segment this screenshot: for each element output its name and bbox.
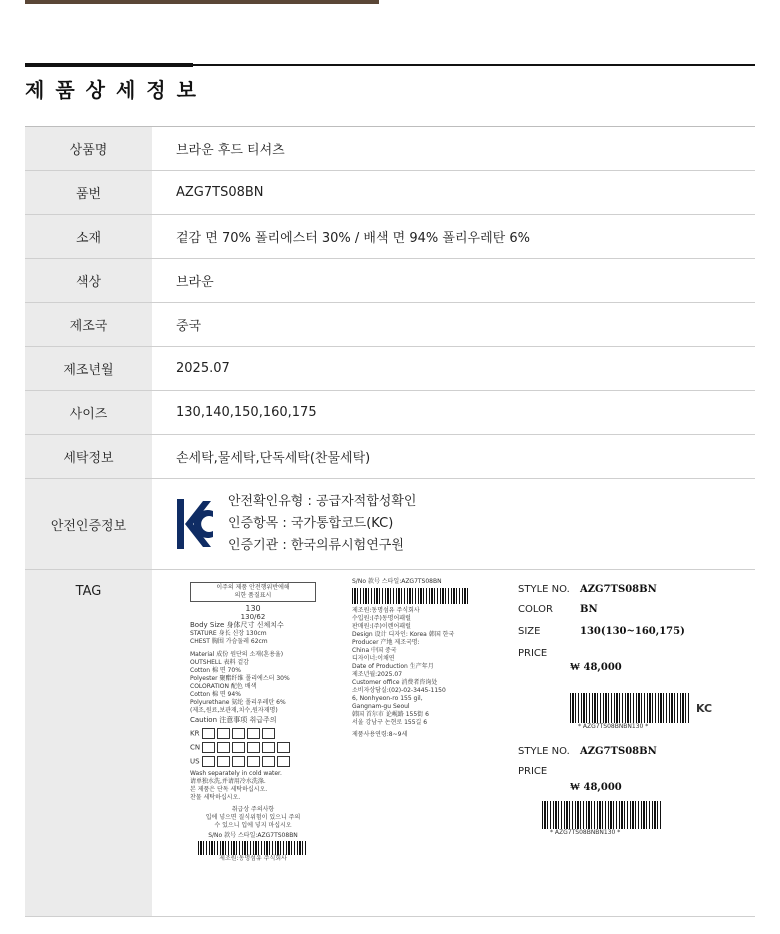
barcode bbox=[542, 801, 662, 829]
kc-icon: KC bbox=[696, 701, 713, 715]
no-tumble-dry-icon bbox=[247, 742, 260, 753]
style-value: AZG7TS08BN bbox=[580, 746, 657, 757]
care-label-header: 이주의 제품 안전행위반에해 의한 품질표시 bbox=[190, 582, 316, 602]
style-label: STYLE NO. bbox=[518, 746, 570, 757]
certification-row bbox=[25, 479, 755, 570]
cert-agency: 인증기관 : 한국의류시험연구원 bbox=[228, 538, 404, 553]
info-line: Date of Production 生产年月 bbox=[352, 663, 434, 670]
iron-icon bbox=[262, 742, 275, 753]
row-label: 제조년월 bbox=[25, 347, 152, 390]
row-label: 소재 bbox=[25, 215, 152, 258]
wash-note: 请单独水洗,并请用冷水洗涤. bbox=[190, 778, 266, 785]
hang-tag bbox=[518, 582, 728, 731]
iron-icon bbox=[232, 756, 245, 767]
wash-note: 찬물 세탁하십시오. bbox=[190, 794, 241, 801]
certification-info bbox=[152, 479, 755, 569]
care-symbols-row bbox=[190, 728, 316, 739]
row-label: 품번 bbox=[25, 171, 152, 214]
row-value: 130,140,150,160,175 bbox=[176, 405, 317, 420]
barcode bbox=[352, 588, 470, 604]
material: OUTSHELL 表料 겉감 bbox=[190, 659, 249, 666]
section-title: 제품상세정보 bbox=[25, 78, 207, 102]
wash-icon bbox=[202, 728, 215, 739]
style-number: S/No 款号 스타일:AZG7TS08BN bbox=[208, 832, 298, 839]
no-tumble-dry-icon bbox=[247, 756, 260, 767]
tag-images bbox=[152, 570, 755, 916]
material: Material 成份 원단의 소재(혼용율) bbox=[190, 651, 284, 658]
row-label: TAG bbox=[25, 570, 152, 916]
care-row-label: CN bbox=[190, 743, 201, 752]
table-row bbox=[25, 391, 755, 435]
table-row bbox=[25, 347, 755, 391]
info-line: 6, Nonhyeon-ro 155 gil, bbox=[352, 695, 423, 702]
wash-note: 본 제품은 단독 세탁하십시오. bbox=[190, 786, 268, 793]
care-row-label: US bbox=[190, 757, 200, 766]
size-value: 130(130~160,175) bbox=[580, 626, 685, 637]
cert-type: 안전확인유형 : 공급자적합성확인 bbox=[228, 494, 417, 509]
no-bleach-icon bbox=[217, 756, 230, 767]
table-row bbox=[25, 215, 755, 259]
product-info-table bbox=[25, 126, 755, 917]
material: Polyester 聚酯纤维 폴리에스터 30% bbox=[190, 675, 290, 682]
info-label bbox=[352, 578, 482, 739]
certification-lines bbox=[228, 491, 416, 557]
table-row bbox=[25, 259, 755, 303]
size-sub: 130/62 bbox=[240, 613, 266, 621]
color-label: COLOR bbox=[518, 604, 553, 615]
table-row bbox=[25, 303, 755, 347]
row-value: AZG7TS08BN bbox=[176, 185, 264, 200]
barcode bbox=[570, 693, 690, 723]
row-label: 안전인증정보 bbox=[25, 479, 152, 569]
origin-note: (제조,원료,보관재,치수,원자재명) bbox=[190, 707, 278, 714]
row-label: 사이즈 bbox=[25, 391, 152, 434]
wash-icon bbox=[202, 742, 215, 753]
care-label bbox=[190, 582, 316, 863]
material: Cotton 棉 면 94% bbox=[190, 691, 241, 698]
cert-item: 인증항목 : 국가통합코드(KC) bbox=[228, 516, 394, 531]
info-line: 제조년월:2025.07 bbox=[352, 671, 403, 678]
chest: CHEST 胸围 가슴둘레 62cm bbox=[190, 638, 268, 645]
info-line: 디자이너:이채연 bbox=[352, 655, 395, 662]
color-value: BN bbox=[580, 604, 598, 615]
material: COLORATION 配色 배색 bbox=[190, 683, 257, 690]
info-line: 서울 강남구 논현로 155길 6 bbox=[352, 719, 428, 726]
material: Polyurethane 氨纶 폴리우레탄 6% bbox=[190, 699, 286, 706]
title-divider-accent bbox=[25, 63, 193, 67]
no-bleach-icon bbox=[217, 728, 230, 739]
info-line: Gangnam-gu Seoul bbox=[352, 703, 410, 710]
info-line: 韩国 首尔市 论岘路 155街 6 bbox=[352, 711, 429, 718]
row-label: 세탁정보 bbox=[25, 435, 152, 478]
row-label: 상품명 bbox=[25, 127, 152, 170]
notice: 수 있으니 입에 넣지 마십시오 bbox=[214, 822, 292, 829]
kc-mark-icon bbox=[176, 495, 214, 553]
row-value: 중국 bbox=[176, 319, 202, 334]
info-line: Producer 产地 제조국명: bbox=[352, 639, 420, 646]
no-tumble-dry-icon bbox=[247, 728, 260, 739]
caution: Caution 注意事项 취급주의 bbox=[190, 716, 277, 724]
info-line: 판매원:(주)이렌어패럴 bbox=[352, 623, 411, 630]
dry-flat-icon bbox=[262, 756, 275, 767]
info-line: 제조원:동명섬유 주식회사 bbox=[352, 607, 420, 614]
row-value: 브라운 bbox=[176, 275, 214, 290]
no-dry-clean-icon bbox=[277, 742, 290, 753]
row-value: 2025.07 bbox=[176, 361, 230, 376]
tag-row bbox=[25, 570, 755, 917]
care-row-label: KR bbox=[190, 729, 200, 738]
price-value: ₩ 48,000 bbox=[570, 662, 622, 673]
material: Cotton 棉 면 70% bbox=[190, 667, 241, 674]
table-row bbox=[25, 127, 755, 171]
style-number: S/No 款号 스타일:AZG7TS08BN bbox=[352, 578, 442, 585]
body-size: Body Size 身体尺寸 신체치수 bbox=[190, 621, 284, 629]
size-label: SIZE bbox=[518, 626, 541, 637]
info-line: Customer office 消费者咨询处 bbox=[352, 679, 438, 686]
care-symbols-row bbox=[190, 742, 316, 753]
row-value: 손세탁,물세탁,단독세탁(찬물세탁) bbox=[176, 451, 371, 466]
info-line: 제품사용연령:8~9세 bbox=[352, 731, 408, 738]
wash-note: Wash separately in cold water. bbox=[190, 770, 282, 777]
info-line: 소비자상담실:(02)-02-3445-1150 bbox=[352, 687, 446, 694]
price-label: PRICE bbox=[518, 766, 548, 777]
warning-icon bbox=[232, 742, 245, 753]
info-line: China 中国 중국 bbox=[352, 647, 397, 654]
barcode bbox=[198, 841, 308, 855]
info-line: 수입원:(주)동명어패럴 bbox=[352, 615, 411, 622]
style-label: STYLE NO. bbox=[518, 584, 570, 595]
no-bleach-icon bbox=[217, 742, 230, 753]
dry-clean-icon bbox=[262, 728, 275, 739]
notice: 취급상 주의사항 bbox=[231, 806, 275, 813]
style-value: AZG7TS08BN bbox=[580, 584, 657, 595]
notice: 입에 넣으면 질식위험이 있으니 주의 bbox=[205, 814, 301, 821]
row-label: 제조국 bbox=[25, 303, 152, 346]
company: 제조원:동명섬유 주식회사 bbox=[219, 855, 287, 862]
row-value: 브라운 후드 티셔츠 bbox=[176, 143, 285, 158]
no-dry-clean-icon bbox=[277, 756, 290, 767]
info-line: Design 设计 디자인: Korea 韩国 한국 bbox=[352, 631, 455, 638]
row-value: 겉감 면 70% 폴리에스터 30% / 배색 면 94% 폴리우레탄 6% bbox=[176, 231, 530, 246]
wash-icon bbox=[202, 756, 215, 767]
stature: STATURE 身长 신장 130cm bbox=[190, 630, 267, 637]
table-row bbox=[25, 435, 755, 479]
table-row bbox=[25, 171, 755, 215]
size-main: 130 bbox=[245, 604, 261, 613]
row-label: 색상 bbox=[25, 259, 152, 302]
price-value: ₩ 48,000 bbox=[570, 782, 622, 793]
barcode-text: * AZG7TS08BNBN130 * bbox=[550, 829, 621, 836]
barcode-text: * AZG7TS08BNBN130 * bbox=[578, 723, 649, 730]
price-label: PRICE bbox=[518, 648, 548, 659]
hang-tag bbox=[518, 744, 728, 837]
top-color-bar bbox=[25, 0, 379, 4]
care-symbols-row bbox=[190, 756, 316, 767]
iron-icon bbox=[232, 728, 245, 739]
